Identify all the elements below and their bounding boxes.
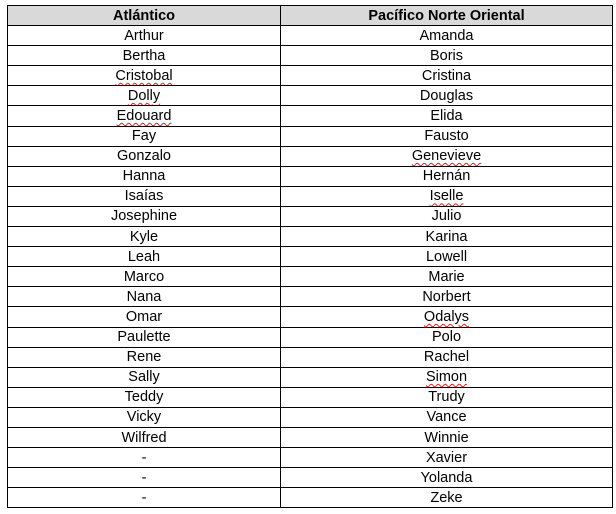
cell-pacifico-text: Zeke xyxy=(430,489,463,506)
cell-pacifico xyxy=(281,206,613,226)
cell-pacifico-text: Xavier xyxy=(425,449,468,466)
table-row xyxy=(8,247,613,267)
cell-atlantico-text: Bertha xyxy=(122,47,166,64)
cell-atlantico xyxy=(8,448,281,468)
cell-atlantico-text: Fay xyxy=(131,128,157,145)
cell-atlantico-text: Josephine xyxy=(110,208,178,225)
table-row xyxy=(8,106,613,126)
cell-atlantico-text: Rene xyxy=(126,349,162,366)
cell-pacifico xyxy=(281,186,613,206)
table-header-row xyxy=(8,6,613,26)
cell-pacifico xyxy=(281,468,613,488)
cell-pacifico-text: Julio xyxy=(431,208,462,225)
cell-pacifico-text: Amanda xyxy=(419,27,474,44)
cell-pacifico xyxy=(281,66,613,86)
table-row xyxy=(8,468,613,488)
cell-atlantico xyxy=(8,287,281,307)
cell-pacifico xyxy=(281,166,613,186)
cell-pacifico-text: Iselle xyxy=(429,188,464,205)
cell-atlantico xyxy=(8,468,281,488)
cell-atlantico-text: Vicky xyxy=(126,409,162,426)
cell-atlantico-text: Edouard xyxy=(116,108,172,125)
cell-atlantico xyxy=(8,387,281,407)
table-row xyxy=(8,307,613,327)
cell-atlantico xyxy=(8,347,281,367)
cell-pacifico xyxy=(281,307,613,327)
cell-pacifico-text: Douglas xyxy=(419,87,474,104)
cell-pacifico-text: Karina xyxy=(425,228,468,245)
cell-atlantico-text: Teddy xyxy=(124,389,164,406)
table-row xyxy=(8,347,613,367)
cell-pacifico xyxy=(281,347,613,367)
cell-atlantico xyxy=(8,488,281,508)
cell-pacifico xyxy=(281,267,613,287)
table-row xyxy=(8,488,613,508)
cell-pacifico xyxy=(281,367,613,387)
cell-pacifico xyxy=(281,287,613,307)
cell-atlantico-text: - xyxy=(141,449,147,466)
cell-pacifico-text: Simon xyxy=(425,369,468,386)
cell-atlantico xyxy=(8,66,281,86)
cell-pacifico xyxy=(281,488,613,508)
cell-atlantico-text: Hanna xyxy=(122,168,166,185)
cell-pacifico-text: Boris xyxy=(429,47,464,64)
cell-atlantico xyxy=(8,46,281,66)
cell-pacifico xyxy=(281,86,613,106)
cell-atlantico xyxy=(8,407,281,427)
cell-atlantico xyxy=(8,327,281,347)
table-row xyxy=(8,367,613,387)
column-header-atlantico: Atlántico xyxy=(8,6,281,26)
table-body xyxy=(8,26,613,508)
cell-atlantico-text: Gonzalo xyxy=(116,148,171,165)
table-row xyxy=(8,227,613,247)
cell-atlantico xyxy=(8,146,281,166)
cell-pacifico-text: Vance xyxy=(426,409,467,426)
table-row xyxy=(8,86,613,106)
cell-pacifico xyxy=(281,427,613,447)
cell-pacifico-text: Genevieve xyxy=(411,148,482,165)
table-row xyxy=(8,427,613,447)
cell-atlantico-text: Kyle xyxy=(129,228,159,245)
cell-atlantico xyxy=(8,307,281,327)
table-row xyxy=(8,66,613,86)
cell-pacifico-text: Marie xyxy=(428,268,465,285)
cell-atlantico xyxy=(8,186,281,206)
cell-pacifico-text: Elida xyxy=(430,108,463,125)
table-row xyxy=(8,267,613,287)
table-row xyxy=(8,448,613,468)
cell-pacifico-text: Lowell xyxy=(425,248,468,265)
cell-pacifico-text: Norbert xyxy=(422,288,471,305)
table-row xyxy=(8,126,613,146)
cell-pacifico xyxy=(281,407,613,427)
cell-atlantico-text: Nana xyxy=(126,288,162,305)
cell-atlantico-text: Omar xyxy=(125,308,163,325)
column-header-pacifico: Pacífico Norte Oriental xyxy=(281,6,613,26)
cell-pacifico-text: Fausto xyxy=(424,128,469,145)
cell-atlantico xyxy=(8,367,281,387)
cell-pacifico xyxy=(281,26,613,46)
cell-atlantico-text: Dolly xyxy=(127,87,161,104)
cell-atlantico-text: - xyxy=(141,489,147,506)
cell-atlantico-text: Sally xyxy=(128,369,160,386)
cell-pacifico-text: Hernán xyxy=(422,168,471,185)
table-row xyxy=(8,146,613,166)
cell-atlantico xyxy=(8,126,281,146)
cell-pacifico-text: Polo xyxy=(431,329,462,346)
cell-pacifico-text: Yolanda xyxy=(420,469,473,486)
cell-atlantico xyxy=(8,227,281,247)
table-row xyxy=(8,46,613,66)
cell-atlantico-text: Wilfred xyxy=(121,429,167,446)
table-row xyxy=(8,206,613,226)
storm-names-table xyxy=(7,5,613,508)
table-row xyxy=(8,26,613,46)
cell-pacifico-text: Odalys xyxy=(423,308,470,325)
cell-pacifico xyxy=(281,387,613,407)
cell-atlantico xyxy=(8,427,281,447)
cell-pacifico xyxy=(281,46,613,66)
cell-atlantico xyxy=(8,26,281,46)
table-row xyxy=(8,186,613,206)
table-row xyxy=(8,327,613,347)
cell-atlantico-text: Paulette xyxy=(117,329,171,346)
cell-pacifico xyxy=(281,106,613,126)
cell-atlantico-text: Cristobal xyxy=(115,67,173,84)
cell-atlantico xyxy=(8,106,281,126)
cell-atlantico-text: Marco xyxy=(123,268,165,285)
table-row xyxy=(8,287,613,307)
table-row xyxy=(8,166,613,186)
cell-pacifico-text: Trudy xyxy=(428,389,465,406)
cell-pacifico xyxy=(281,327,613,347)
cell-pacifico xyxy=(281,126,613,146)
cell-pacifico-text: Cristina xyxy=(421,67,472,84)
cell-pacifico xyxy=(281,448,613,468)
cell-pacifico xyxy=(281,227,613,247)
cell-atlantico xyxy=(8,166,281,186)
table-row xyxy=(8,387,613,407)
cell-atlantico xyxy=(8,247,281,267)
cell-atlantico-text: Arthur xyxy=(124,27,164,44)
cell-pacifico-text: Rachel xyxy=(423,349,470,366)
cell-atlantico xyxy=(8,267,281,287)
cell-atlantico xyxy=(8,86,281,106)
cell-pacifico-text: Winnie xyxy=(424,429,469,446)
cell-atlantico xyxy=(8,206,281,226)
cell-atlantico-text: Leah xyxy=(127,248,161,265)
table-row xyxy=(8,407,613,427)
cell-atlantico-text: Isaías xyxy=(124,188,164,205)
cell-atlantico-text: - xyxy=(141,469,147,486)
cell-pacifico xyxy=(281,146,613,166)
cell-pacifico xyxy=(281,247,613,267)
